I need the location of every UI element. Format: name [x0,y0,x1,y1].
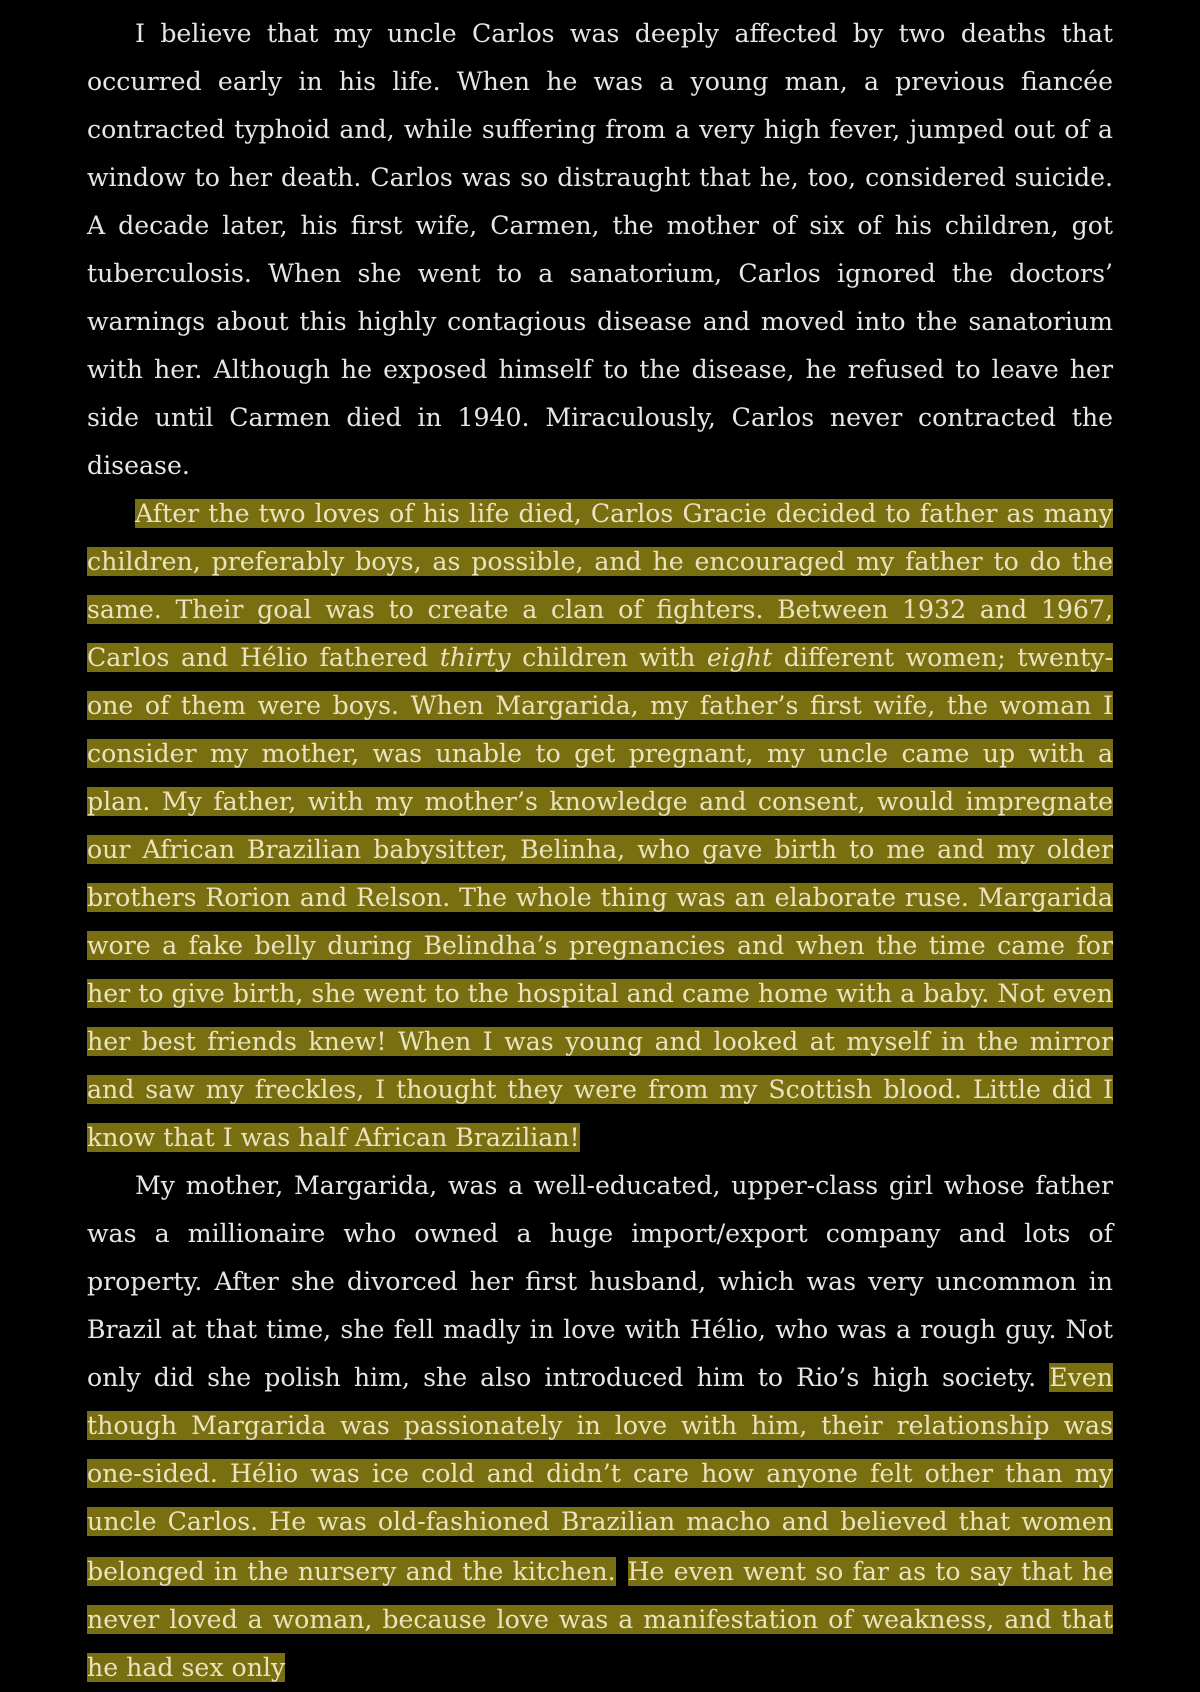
text-cursor [618,1546,627,1590]
book-page [87,10,1113,1692]
emphasis-eight: eight [706,643,773,672]
emphasis-thirty: thirty [439,643,511,672]
highlight-3b[interactable]: He even went so far as to say that he never loved a woman, because love was a manifestation of weakness, and that he had sex only [87,1557,1113,1682]
paragraph-1 [87,10,1113,490]
paragraph-3-text[interactable]: My mother, Margarida, was a well-educated, upper-class girl whose father was a millionaire who owned a huge import/export company and lots of property. After she divorced her first husband, which was very uncommon in Brazil at that time, she fell madly in love with Hélio, who was a rough guy. Not only did she polish him, she also introduced him to Rio’s high society. [87,1171,1113,1392]
paragraph-2-text-a: After the two loves of his life died, Carlos Gracie decided to father as many children, preferably boys, as possible, and he encouraged my father to do the same. Their goal was to create a clan of fighters. Between 1932 and 1967, Carlos and Hélio fathered [87,499,1113,672]
paragraph-3 [87,1162,1113,1692]
highlight-2[interactable] [87,499,1113,1152]
paragraph-2 [87,490,1113,1162]
paragraph-1-text[interactable]: I believe that my uncle Carlos was deeply affected by two deaths that occurred early in his life. When he was a young man, a previous fiancée contracted typhoid and, while suffering from a very high fever, jumped out of a window to her death. Carlos was so distraught that he, too, considered suicide. A decade later, his first wife, Carmen, the mother of six of his children, got tuberculosis. When she went to a sanatorium, Carlos ignored the doctors’ warnings about this highly contagious disease and moved into the sanatorium with her. Although he exposed himself to the disease, he refused to leave her side until Carmen died in 1940. Miraculously, Carlos never contracted the disease. [87,19,1113,480]
paragraph-2-text-c: different women; twenty-one of them were boys. When Margarida, my father’s first wife, the woman I consider my mother, was unable to get pregnant, my uncle came up with a plan. My father, with my mother’s knowledge and consent, would impregnate our African Brazilian babysitter, Belinha, who gave birth to me and my older brothers Rorion and Relson. The whole thing was an elaborate ruse. Margarida wore a fake belly during Belindha’s pregnancies and when the time came for her to give birth, she went to the hospital and came home with a baby. Not even her best friends knew! When I was young and looked at myself in the mirror and saw my freckles, I thought they were from my Scottish blood. Little did I know that I was half African Brazilian! [87,643,1113,1152]
paragraph-2-text-b: children with [510,643,707,672]
highlight-3a[interactable]: Even though Margarida was passionately in love with him, their relationship was one-sided. Hélio was ice cold and didn’t care how anyone felt other than my uncle Carlos. He was old-fashioned Brazilian macho and believed that women belonged in the nursery and the kitchen. [87,1363,1113,1586]
